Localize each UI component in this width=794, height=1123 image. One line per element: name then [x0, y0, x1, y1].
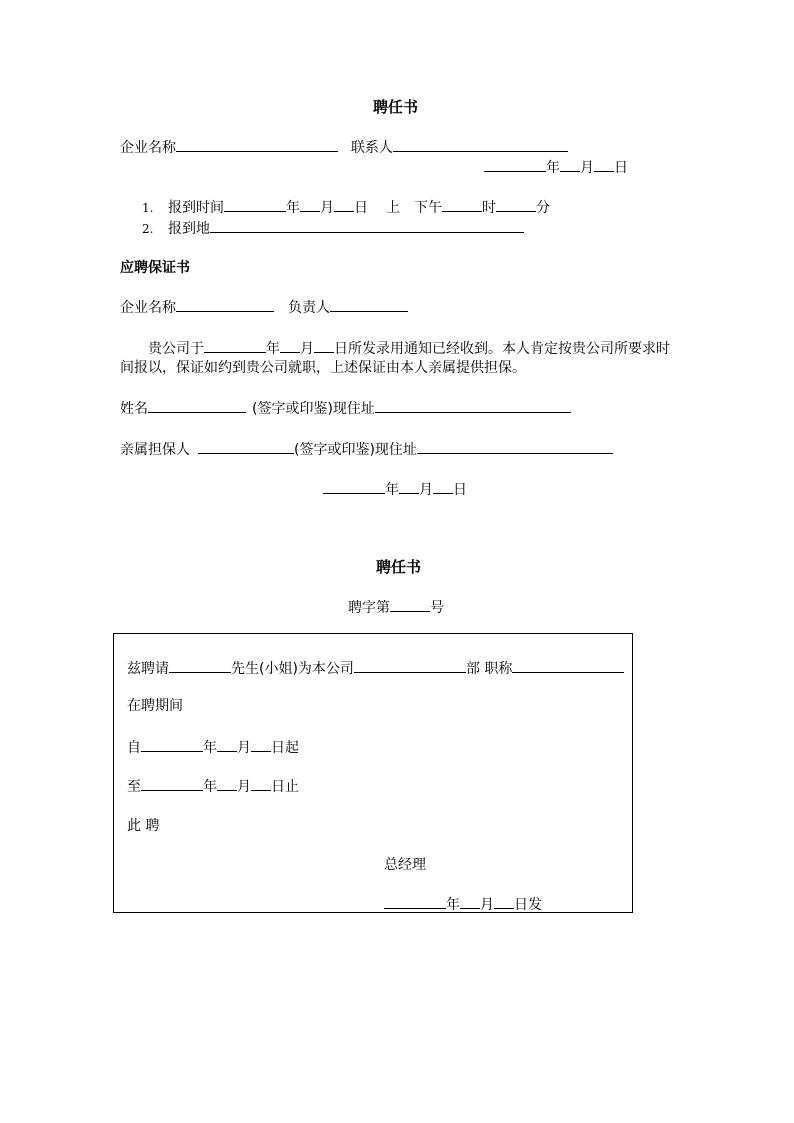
manager-label: 总经理	[384, 857, 426, 873]
guarantee-body-line-1	[148, 338, 670, 359]
pm-label: 下午	[414, 200, 442, 216]
hour-label: 时	[482, 200, 496, 216]
date-line-2	[323, 479, 467, 500]
issue-date-line	[384, 894, 542, 915]
issue-year-blank[interactable]	[384, 894, 446, 909]
to-day-blank[interactable]	[251, 776, 271, 791]
year-label: 年	[385, 482, 399, 498]
company-blank[interactable]	[176, 137, 338, 152]
date-line-1	[484, 157, 628, 178]
report-time-label: 报到时间	[168, 200, 224, 216]
month-blank[interactable]	[560, 157, 580, 172]
month-label: 月	[237, 740, 251, 756]
company-label: 企业名称	[120, 300, 176, 316]
responsible-label: 负责人	[288, 300, 330, 316]
hire-prefix: 兹聘请	[127, 661, 169, 677]
hiree-blank[interactable]	[169, 658, 231, 673]
report-month-blank[interactable]	[300, 197, 320, 212]
month-label: 月	[580, 160, 594, 176]
from-suffix: 日起	[271, 740, 299, 756]
contact-label: 联系人	[350, 140, 393, 156]
day-blank[interactable]	[594, 157, 614, 172]
month-label: 月	[480, 897, 494, 913]
to-suffix: 日止	[271, 779, 299, 795]
month-label: 月	[320, 200, 334, 216]
report-place-blank[interactable]	[210, 218, 524, 233]
issue-day-blank[interactable]	[494, 894, 514, 909]
day-label: 日	[354, 200, 368, 216]
month-label: 月	[300, 341, 314, 357]
from-year-blank[interactable]	[141, 737, 203, 752]
year-label: 年	[203, 779, 217, 795]
relative-blank[interactable]	[198, 439, 294, 454]
month-label: 月	[419, 482, 433, 498]
am-label: 上	[386, 200, 400, 216]
year-blank[interactable]	[484, 157, 546, 172]
company-contact-line	[120, 137, 568, 158]
to-year-blank[interactable]	[141, 776, 203, 791]
from-label: 自	[127, 740, 141, 756]
number-suffix: 号	[430, 600, 444, 616]
name-blank[interactable]	[148, 398, 246, 413]
guarantee-heading: 应聘保证书	[120, 260, 190, 276]
name-label: 姓名	[120, 401, 148, 417]
number-blank[interactable]	[390, 597, 430, 612]
issued-suffix: 日发	[514, 897, 542, 913]
name-line	[120, 398, 571, 419]
sign-address-label: (签字或印鉴)现住址	[294, 442, 417, 458]
company-label: 企业名称	[120, 140, 176, 156]
body-prefix: 贵公司于	[148, 341, 204, 357]
number-prefix: 聘字第	[348, 600, 390, 616]
address-blank[interactable]	[375, 398, 571, 413]
appointment-title: 聘任书	[376, 558, 422, 576]
from-date-line	[127, 737, 299, 758]
year-label: 年	[546, 160, 560, 176]
responsible-blank[interactable]	[330, 297, 408, 312]
period-label: 在聘期间	[127, 698, 183, 714]
month-blank[interactable]	[399, 479, 419, 494]
from-month-blank[interactable]	[217, 737, 237, 752]
report-year-blank[interactable]	[224, 197, 286, 212]
year-label: 年	[203, 740, 217, 756]
to-month-blank[interactable]	[217, 776, 237, 791]
appointment-number	[348, 597, 444, 618]
from-day-blank[interactable]	[251, 737, 271, 752]
minute-blank[interactable]	[496, 197, 536, 212]
year-label: 年	[266, 341, 280, 357]
year-label: 年	[286, 200, 300, 216]
month-label: 月	[237, 779, 251, 795]
to-label: 至	[127, 779, 141, 795]
minute-label: 分	[536, 200, 550, 216]
year-blank[interactable]	[323, 479, 385, 494]
dept-title-label: 部 职称	[465, 661, 513, 677]
company-blank[interactable]	[176, 297, 274, 312]
list-item-report-place	[142, 218, 524, 239]
notice-day-blank[interactable]	[314, 338, 334, 353]
sign-address-label: (签字或印鉴)现住址	[252, 401, 375, 417]
relative-address-blank[interactable]	[417, 439, 613, 454]
notice-year-blank[interactable]	[204, 338, 266, 353]
hire-line	[127, 658, 624, 679]
list-item-report-time	[142, 197, 550, 218]
body-text: 日所发录用通知已经收到。本人肯定按贵公司所要求时	[334, 341, 670, 357]
issue-month-blank[interactable]	[460, 894, 480, 909]
day-blank[interactable]	[433, 479, 453, 494]
day-label: 日	[614, 160, 628, 176]
page-title: 聘任书	[373, 98, 419, 116]
notice-month-blank[interactable]	[280, 338, 300, 353]
department-blank[interactable]	[354, 658, 466, 673]
guarantee-company-line	[120, 297, 408, 318]
item-number: 1.	[142, 201, 154, 215]
hire-mid: 先生(小姐)为本公司	[231, 661, 354, 677]
guarantee-body-line-2: 间报以，保证如约到贵公司就职，上述保证由本人亲属提供担保。	[120, 360, 526, 376]
closing-text: 此 聘	[127, 818, 160, 834]
year-label: 年	[446, 897, 460, 913]
item-number: 2.	[142, 222, 154, 236]
report-place-label: 报到地	[168, 221, 210, 237]
relative-line	[120, 439, 613, 460]
day-label: 日	[453, 482, 467, 498]
contact-blank[interactable]	[393, 137, 568, 152]
report-day-blank[interactable]	[334, 197, 354, 212]
relative-label: 亲属担保人	[120, 442, 190, 458]
to-date-line	[127, 776, 299, 797]
title-blank[interactable]	[512, 658, 624, 673]
hour-blank[interactable]	[442, 197, 482, 212]
